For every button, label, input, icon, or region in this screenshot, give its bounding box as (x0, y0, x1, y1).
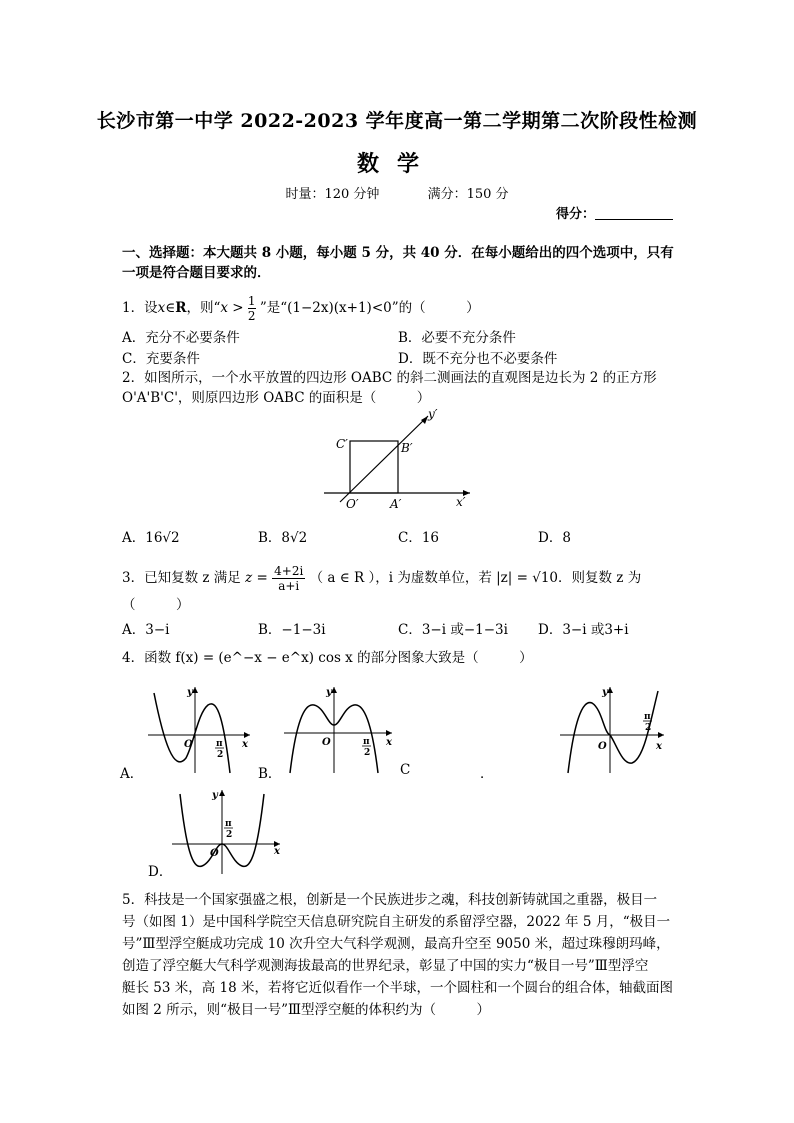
q1-cond1-lead: ，则“ (186, 300, 221, 316)
q2-label-x: x′ (456, 495, 466, 509)
exam-title: 长沙市第一中学 2022-2023 学年度高一第二学期第二次阶段性检测 (96, 110, 698, 132)
exam-full-score: 满分：150 分 (427, 187, 509, 202)
q4-b-x: x (386, 737, 392, 748)
score-blank-line (595, 207, 673, 220)
q2-line1: 2．如图所示，一个水平放置的四边形 OABC 的斜二测画法的直观图是边长为 2 的正方形 (122, 370, 657, 386)
q3-abs: |z| = √10 (496, 570, 559, 586)
q3-option-d: D．3−i 或3+i (538, 622, 629, 638)
q3-prefix: 3．已知复数 z 满足 (122, 570, 241, 586)
q2-label-y: y′ (428, 408, 438, 421)
q1-suffix: ”的（ ） (391, 300, 480, 316)
q2-label-o: O′ (346, 497, 359, 511)
q1-option-b: B．必要不充分条件 (398, 330, 516, 346)
q3-suffix: ．则复数 z 为 (558, 570, 642, 586)
q4-stem: 4．函数 f(x) = (e^−x − e^x) cos x 的部分图象大致是（ ） (122, 650, 533, 666)
q2-line2: O'A'B'C'，则原四边形 OABC 的面积是（ ） (122, 390, 431, 406)
q2-square-figure (318, 408, 478, 514)
q4-option-a: A． (120, 766, 144, 782)
q1-fraction: $\frac{1}{2}$ (247, 294, 256, 323)
q2-option-a: A．16√2 (122, 530, 180, 546)
q1-option-d: D．既不充分也不必要条件 (398, 351, 558, 367)
q3-stem: 3．已知复数 z 满足 z = $\frac{4+2i}{a+i}$ （ a ∈ R ），i 为虚数单位，若 |z| = √10．则复数 z 为 (122, 564, 642, 593)
q2-option-b: B．8√2 (258, 530, 308, 546)
q4-option-c-dot: ． (480, 766, 494, 782)
q4-d-y: y (212, 790, 218, 801)
q4-option-b: B． (258, 766, 282, 782)
q2-label-b: B′ (401, 441, 413, 455)
q5-line6: 如图 2 所示，则“极目一号”Ⅲ型浮空艇的体积约为（ ） (122, 1002, 490, 1018)
score-field (556, 203, 673, 222)
q4-a-two: 2 (217, 750, 224, 760)
exam-time: 时量：120 分钟 (285, 187, 380, 202)
q4-c-o: O (598, 741, 607, 752)
q4-option-d: D． (148, 864, 173, 880)
q2-label-a: A′ (390, 497, 402, 511)
q4-d-o: O (210, 848, 219, 859)
q2-option-c: C．16 (398, 530, 440, 546)
q2-option-d: D．8 (538, 530, 571, 546)
q4-c-pi: π (644, 712, 651, 722)
q4-b-pi: π (363, 737, 370, 747)
q1-prefix: 1．设 (122, 300, 158, 316)
q5-line1: 5．科技是一个国家强盛之根，创新是一个民族进步之魂，科技创新铸就国之重器，极目一 (122, 892, 658, 908)
q4-option-c: C (400, 762, 411, 778)
q4-graph-d (170, 786, 284, 878)
q3-option-a: A．3−i (122, 622, 170, 638)
q4-graph-b (282, 683, 400, 777)
q1-cond1-mid: ”是“ (259, 300, 288, 316)
q3-option-b: B．−1−3i (258, 622, 326, 638)
q3-fraction-numerator: 4+2i (274, 564, 304, 578)
q5-line2: 号（如图 1）是中国科学院空天信息研究院自主研发的系留浮空器，2022 年 5 月，“极目一 (122, 914, 671, 930)
q5-line3: 号”Ⅲ型浮空艇成功完成 10 次升空大气科学观测，最高升空至 9050 米，超过珠穆朗玛峰， (122, 936, 670, 952)
q3-option-c: C．3−i 或−1−3i (398, 622, 508, 638)
q4-b-y: y (326, 687, 332, 698)
exam-meta (0, 183, 794, 202)
q4-b-two: 2 (364, 748, 371, 758)
q3-mid: （ a ∈ R ），i 为虚数单位，若 (309, 570, 492, 586)
q4-a-pi: π (216, 739, 223, 749)
q4-d-two: 2 (226, 830, 233, 840)
q4-b-o: O (322, 737, 331, 748)
q4-graph-c (558, 683, 670, 777)
q4-a-o: O (184, 739, 193, 750)
q1-option-a: A．充分不必要条件 (122, 330, 240, 346)
q4-c-x: x (656, 741, 662, 752)
q3-line2: （ ） (122, 597, 190, 613)
score-label: 得分： (556, 207, 596, 222)
q4-c-y: y (602, 687, 608, 698)
q4-d-pi: π (225, 819, 232, 829)
q1-cond2: (1−2x)(x+1)<0 (287, 300, 392, 316)
q2-label-c: C′ (336, 437, 348, 451)
q1-stem: 1．设x∈R，则“x > $\frac{1}{2}$ ”是“(1−2x)(x+1)<0”的（ ） (122, 294, 480, 323)
q4-a-x: x (242, 739, 248, 750)
section1-heading-line1: 一、选择题：本大题共 8 小题，每小题 5 分，共 40 分．在每小题给出的四个选项中，只有 (122, 245, 674, 261)
q4-c-two: 2 (645, 723, 652, 733)
q5-line4: 创造了浮空艇大气科学观测海拔最高的世界纪录，彰显了中国的实力“极目一号”Ⅲ型浮空 (122, 958, 649, 974)
exam-subject: 数学 (356, 151, 437, 177)
q4-graph-a (144, 683, 256, 777)
q4-a-y: y (187, 687, 193, 698)
q3-fraction (272, 564, 305, 593)
q5-line5: 艇长 53 米，高 18 米，若将它近似看作一个半球，一个圆柱和一个圆台的组合体，轴截面图 (122, 980, 674, 996)
q3-fraction-denominator: a+i (278, 579, 300, 593)
q4-d-x: x (274, 846, 280, 857)
q1-option-c: C．充要条件 (122, 351, 200, 367)
section1-heading-line2: 一项是符合题目要求的． (122, 265, 271, 281)
